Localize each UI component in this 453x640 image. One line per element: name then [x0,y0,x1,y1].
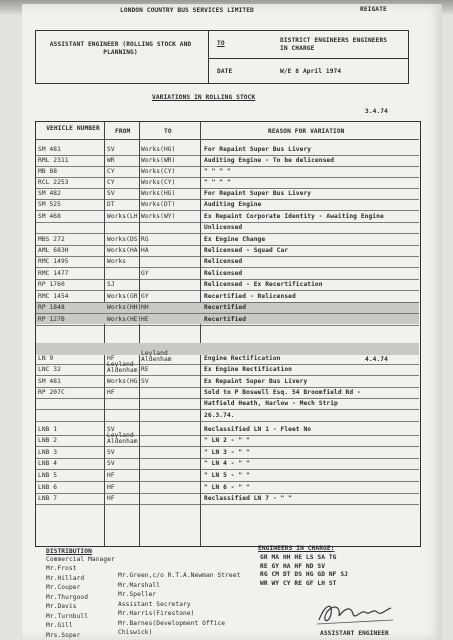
cell-vehicle: SM 525 [38,201,61,208]
cell-reason: Sold to P Boswell Esq. 54 Broomfield Rd - [204,389,361,396]
cell-to: Works(WY) [141,213,176,220]
table-row-rule [35,245,419,246]
distribution-name: Mr.Couper [46,584,81,591]
cell-vehicle: RMC 1454 [38,293,69,300]
cell-reason: Ex Engine Change [204,236,266,243]
cell-reason: Recertified [204,316,247,323]
cell-vehicle: LNB 1 [38,426,58,433]
memo-date-value: W/E 8 April 1974 [280,68,342,75]
cell-reason: Ex Repaint Super Bus Livery [204,378,308,385]
cell-to: Works(WR) [141,157,176,164]
company-town: REIGATE [360,6,387,13]
cell-from: Works(DS) [107,236,142,243]
cell-reason: " LN 5 - " " [204,472,250,479]
cell-to: Works(CY) [141,168,176,175]
memo-to-label: TO [217,40,225,47]
cell-vehicle: SM 481 [38,378,61,385]
photocopy-shade [36,343,419,355]
cell-to: Works(CY) [141,179,176,186]
table-row-rule [35,421,419,422]
cell-to: HH [141,304,149,311]
table-row-rule [35,409,419,410]
cell-to: GY [141,270,149,277]
cell-reason: Reclassified LN 7 - " " [204,495,292,502]
cell-from: CY [107,168,115,175]
memo-from: ASSISTANT ENGINEER (ROLLING STOCK AND PLANNING) [49,41,192,56]
table-row-rule [35,302,419,303]
cell-vehicle: RP 127B [38,316,65,323]
header-reason: REASON FOR VARIATION [268,128,345,135]
memo-date-label: DATE [217,68,233,75]
table-row-rule [35,504,419,505]
distribution-name: Mr.Davis [46,603,77,610]
table-row-rule [35,469,419,470]
cell-vehicle: LNB 4 [38,460,58,467]
header-from: FROM [115,128,131,135]
distribution-heading: DISTRIBUTION [46,548,92,555]
document-title: VARIATIONS IN ROLLING STOCK [152,94,256,101]
cell-from: HF [107,355,115,362]
cell-vehicle: RP 1760 [38,281,65,288]
engineer-depot-codes: RG CM DT DS HG GD NF SJ [260,571,348,578]
table-row-rule [35,199,419,200]
table-row-rule [35,364,419,365]
cell-reason: Hatfield Heath, Harlow - Mech Strip [204,400,338,407]
table-row-rule [35,375,419,376]
cell-reason: " " " " [204,179,231,186]
cell-vehicle: RMC 1495 [38,258,69,265]
cell-from: Works(HA) [107,247,142,254]
cell-vehicle: LN 9 [38,355,54,362]
table-row-rule [35,267,419,268]
cell-reason: Reclassified LN 1 - Fleet No [204,426,312,433]
cell-from: Works(HG) [107,378,142,385]
cell-from: HF [107,389,115,396]
cell-vehicle: LNB 7 [38,495,58,502]
cell-from: HF [107,495,115,502]
cell-from: CY [107,179,115,186]
cell-reason: Auditing Engine - To be delicensed [204,157,335,164]
engineer-depot-codes: WR WY CY RE GF LH ST [260,579,337,587]
table-row-rule [35,446,419,447]
engineer-depot-codes: GR MA HH HE LS SA TG [260,554,337,561]
distribution-name: Mrs.Soper [46,631,81,639]
cell-from: SV [107,146,115,153]
cell-reason: " LN 3 - " " [204,449,250,456]
cell-reason: For Repaint Super Bus Livery [204,190,312,197]
cell-vehicle: RMC 1477 [38,270,69,277]
cell-from: WR [107,157,115,164]
distribution-name: Mr.Harris(Firestone) [118,610,195,617]
table-row-rule [35,398,419,399]
cell-from: Works(HE) [107,316,142,323]
table-row-rule [35,166,419,167]
distribution-name: Mr.Green,c/o R.T.A.Newman Street [118,572,241,579]
cell-vehicle: LNB 2 [38,437,58,444]
table-row-rule [35,279,419,280]
cell-vehicle: RCL 2253 [38,179,69,186]
cell-to: Works(HG) [141,146,176,153]
distribution-name: Mr.Turnbull [46,612,89,620]
distribution-name: Mr.Hillard [46,574,85,582]
signature [315,598,395,628]
cell-from: DT [107,201,115,208]
table-row-rule [35,458,419,459]
cell-from: SV [107,426,115,433]
cell-vehicle: SM 468 [38,213,61,220]
cell-reason: Recertified - Relicensed [204,293,296,300]
engineers-heading: ENGINEERS IN CHARGE: [258,545,335,552]
memo-to-value: DISTRICT ENGINEERS ENGINEERS IN CHARGE [280,37,388,52]
distribution-commercial-manager: Commercial Manager [46,556,115,563]
cell-to: HE [141,316,149,323]
cell-to: Works(DT) [141,201,176,208]
cell-vehicle: RML 2311 [38,157,69,164]
cell-reason: Unlicensed [204,224,243,231]
cell-vehicle: MBS 272 [38,236,65,243]
cell-reason: Relicensed - Squad Car [204,247,289,254]
cell-vehicle: LNB 3 [38,449,58,456]
table-row-rule [35,313,419,314]
table-row-rule [35,210,419,211]
table-row-rule [35,155,419,156]
cell-from: Works [107,258,127,265]
cell-from: HF [107,472,115,479]
company-name: LONDON COUNTRY BUS SERVICES LIMITED [120,7,254,14]
table-row-rule [35,256,419,257]
cell-to: Works(HG) [141,190,176,197]
cell-vehicle: RP 207C [38,389,65,396]
cell-reason: Recertified [204,304,247,311]
distribution-name: Mr.Thurgood [46,593,89,601]
date-marker-2: 4.4.74 [365,356,388,363]
cell-reason: 26.3.74. [204,412,235,419]
cell-vehicle: SM 481 [38,146,61,153]
table-row-rule [35,387,419,388]
cell-reason: " " " " [204,168,231,175]
table-row-rule [35,481,419,482]
cell-reason: " LN 2 - " " [204,437,250,444]
cell-from: SV [107,460,115,467]
cell-reason: Relicensed [204,258,243,265]
table-row-rule [35,435,419,436]
cell-to: GY [141,293,149,300]
cell-reason: Auditing Engine [204,201,262,208]
cell-reason: Engine Rectification [204,355,281,362]
date-marker-1: 3.4.74 [365,108,388,115]
cell-from: Leyland Aldenham [107,361,138,374]
cell-to: Leyland Aldenham [141,350,172,363]
cell-from: SJ [107,281,115,288]
cell-vehicle: LNC 32 [38,366,61,373]
cell-reason: Ex Repaint Corporate Identity - Awaiting Engine [204,213,384,220]
cell-vehicle: AML 683H [38,247,69,254]
cell-reason: Ex Engine Rectification [204,366,292,373]
cell-to: HA [141,247,149,254]
engineer-depot-codes: RE GY HA HF ND SV [260,562,326,570]
cell-from: Works(HH) [107,304,142,311]
table-row-rule [35,177,419,178]
distribution-name: Mr.Frost [46,565,77,572]
table-header-rule [35,139,419,140]
header-to: TO [164,128,172,135]
cell-to: RG [141,236,149,243]
cell-vehicle: LNB 5 [38,472,58,479]
table-row-rule [35,188,419,189]
signature-caption: ASSISTANT ENGINEER [320,630,389,637]
distribution-name: Chiswick) [118,629,153,636]
distribution-name: Mr.Marshall [118,581,161,589]
distribution-name: Assistant Secretary [118,600,191,608]
table-row-rule [35,233,419,234]
cell-from: Works(LH) [107,213,142,220]
cell-reason: " LN 6 - " " [204,484,250,491]
cell-from: Works(GR) [107,293,142,300]
table-row-rule [35,325,419,326]
cell-to: RE [141,366,149,373]
cell-reason: Relicensed - Ex Recertification [204,281,323,288]
cell-reason: Relicensed [204,270,243,277]
cell-vehicle: SM 482 [38,190,61,197]
table-row-rule [35,222,419,223]
cell-vehicle: LNB 6 [38,484,58,491]
table-row-rule [35,493,419,494]
cell-reason: For Repaint Super Bus Livery [204,146,312,153]
cell-from: SV [107,449,115,456]
cell-vehicle: MB 88 [38,168,58,175]
cell-reason: " LN 4 - " " [204,460,250,467]
cell-from: SV [107,190,115,197]
distribution-name: Mr.Barnes(Development Office [118,619,226,627]
distribution-name: Mr.Speller [118,591,157,598]
cell-from: HF [107,484,115,491]
cell-to: SV [141,378,149,385]
table-row-rule [35,290,419,291]
cell-from: Leyland Aldenham [107,432,138,445]
distribution-name: Mr.Gill [46,622,73,629]
header-vehicle-number: VEHICLE NUMBER [46,125,100,132]
cell-vehicle: RP 1848 [38,304,65,311]
